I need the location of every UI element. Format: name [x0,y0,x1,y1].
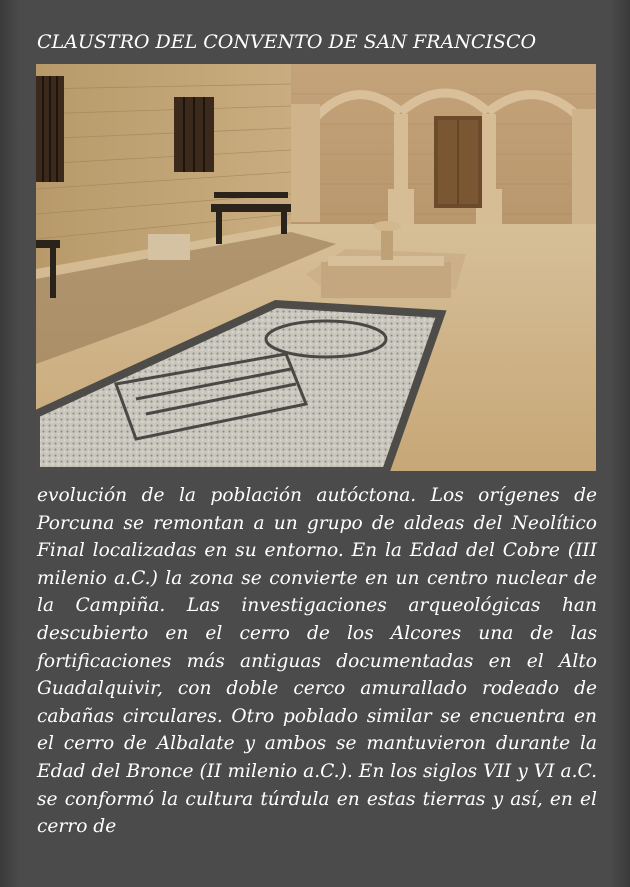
page-title: CLAUSTRO DEL CONVENTO DE SAN FRANCISCO [37,31,537,53]
body-paragraph: evolución de la población autóctona. Los orígenes de Porcuna se remontan a un grupo de aldeas del Neolítico Final localizadas en su entorno. En la Edad del Cobre (III milenio a.C.) la zona se convierte en un centro nuclear de la Campiña. Las investigaciones arqueológicas han descubierto en el cerro de los Alcores una de las fortificaciones más antiguas documentadas en el Alto Guadalquivir, con doble cerco amurallado rodeado de cabañas circulares. Otro poblado similar se encuentra en el cerro de Albalate y ambos se mantuvieron durante la Edad del Bronce (II milenio a.C.). En los siglos VII y VI a.C. se conformó la cultura túrdula en estas tierras y así, en el cerro de [37,485,597,838]
cloister-courtyard-photo [36,64,596,471]
